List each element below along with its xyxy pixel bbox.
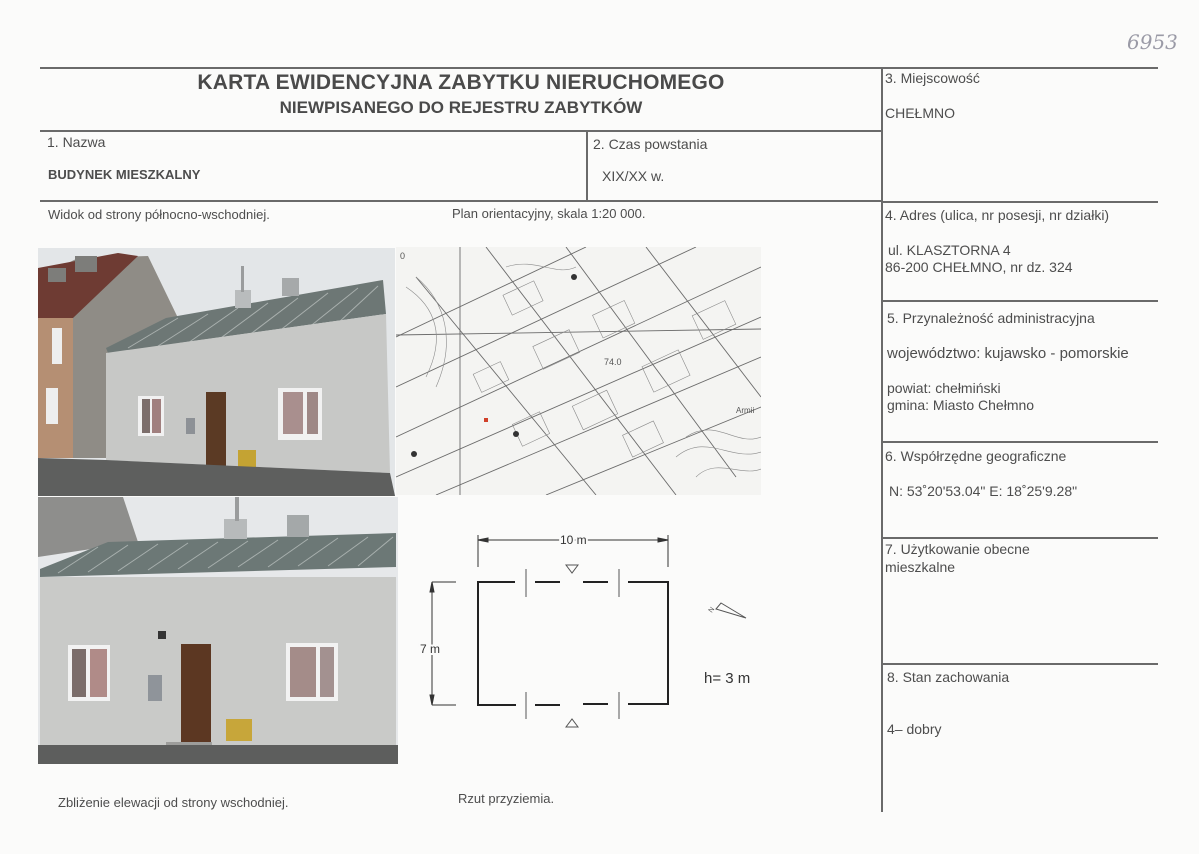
map-caption: Plan orientacyjny, skala 1:20 000. — [452, 206, 646, 221]
photo-northeast-caption: Widok od strony północno-wschodniej. — [48, 207, 270, 222]
condition-value: 4– dobry — [887, 721, 942, 737]
locality-value: CHEŁMNO — [885, 105, 956, 121]
document-title: KARTA EWIDENCYJNA ZABYTKU NIERUCHOMEGO — [197, 71, 725, 94]
address-postal: 86-200 CHEŁMNO, nr dz. 324 — [885, 259, 1073, 275]
floor-plan-drawing — [398, 497, 761, 759]
condition-label: 8. Stan zachowania — [887, 669, 1010, 685]
main-column-divider — [881, 67, 883, 812]
commune-value: gmina: Miasto Chełmno — [887, 397, 1035, 413]
current-use-label: 7. Użytkowanie obecne — [885, 541, 1030, 557]
locality-label: 3. Miejscowość — [885, 70, 980, 86]
map-corner-label: 0 — [400, 251, 406, 261]
map-street-label: Armii — [736, 406, 755, 415]
title-bottom-border — [40, 130, 882, 132]
name-row-bottom-border — [40, 200, 882, 202]
north-arrow-label: N — [707, 606, 717, 615]
county-value: powiat: chełmiński — [887, 380, 1001, 396]
coordinates-label: 6. Współrzędne geograficzne — [885, 448, 1067, 464]
construction-time-label: 2. Czas powstania — [593, 136, 708, 152]
use-bottom-border — [881, 663, 1158, 665]
construction-time-value: XIX/XX w. — [602, 168, 665, 184]
coords-bottom-border — [881, 537, 1158, 539]
administrative-label: 5. Przynależność administracyjna — [887, 310, 1095, 326]
name-label: 1. Nazwa — [47, 134, 106, 150]
address-label: 4. Adres (ulica, nr posesji, nr działki) — [885, 207, 1110, 223]
photo-northeast-view — [38, 248, 395, 496]
name-time-divider — [586, 130, 588, 201]
floorplan-caption: Rzut przyziemia. — [458, 791, 555, 806]
voivodeship-value: województwo: kujawsko - pomorskie — [887, 345, 1129, 362]
top-border — [40, 67, 1158, 69]
coordinates-value: N: 53˚20'53.04" E: 18˚25'9.28" — [889, 483, 1078, 499]
archive-number: 6953 — [1127, 30, 1178, 54]
depth-dimension: 7 m — [420, 642, 441, 656]
admin-bottom-border — [881, 441, 1158, 443]
current-use-value: mieszkalne — [885, 559, 956, 575]
map-elevation-label: 74.0 — [604, 357, 622, 367]
width-dimension: 10 m — [560, 533, 587, 547]
height-dimension: h= 3 m — [704, 670, 751, 687]
locality-bottom-border — [881, 201, 1158, 203]
location-map — [396, 247, 761, 495]
photo-east-caption: Zbliżenie elewacji od strony wschodniej. — [58, 795, 289, 810]
address-bottom-border — [881, 300, 1158, 302]
address-street: ul. KLASZTORNA 4 — [888, 242, 1011, 258]
document-subtitle: NIEWPISANEGO DO REJESTRU ZABYTKÓW — [279, 98, 643, 117]
photo-east-elevation — [38, 497, 398, 764]
name-value: BUDYNEK MIESZKALNY — [48, 167, 201, 182]
